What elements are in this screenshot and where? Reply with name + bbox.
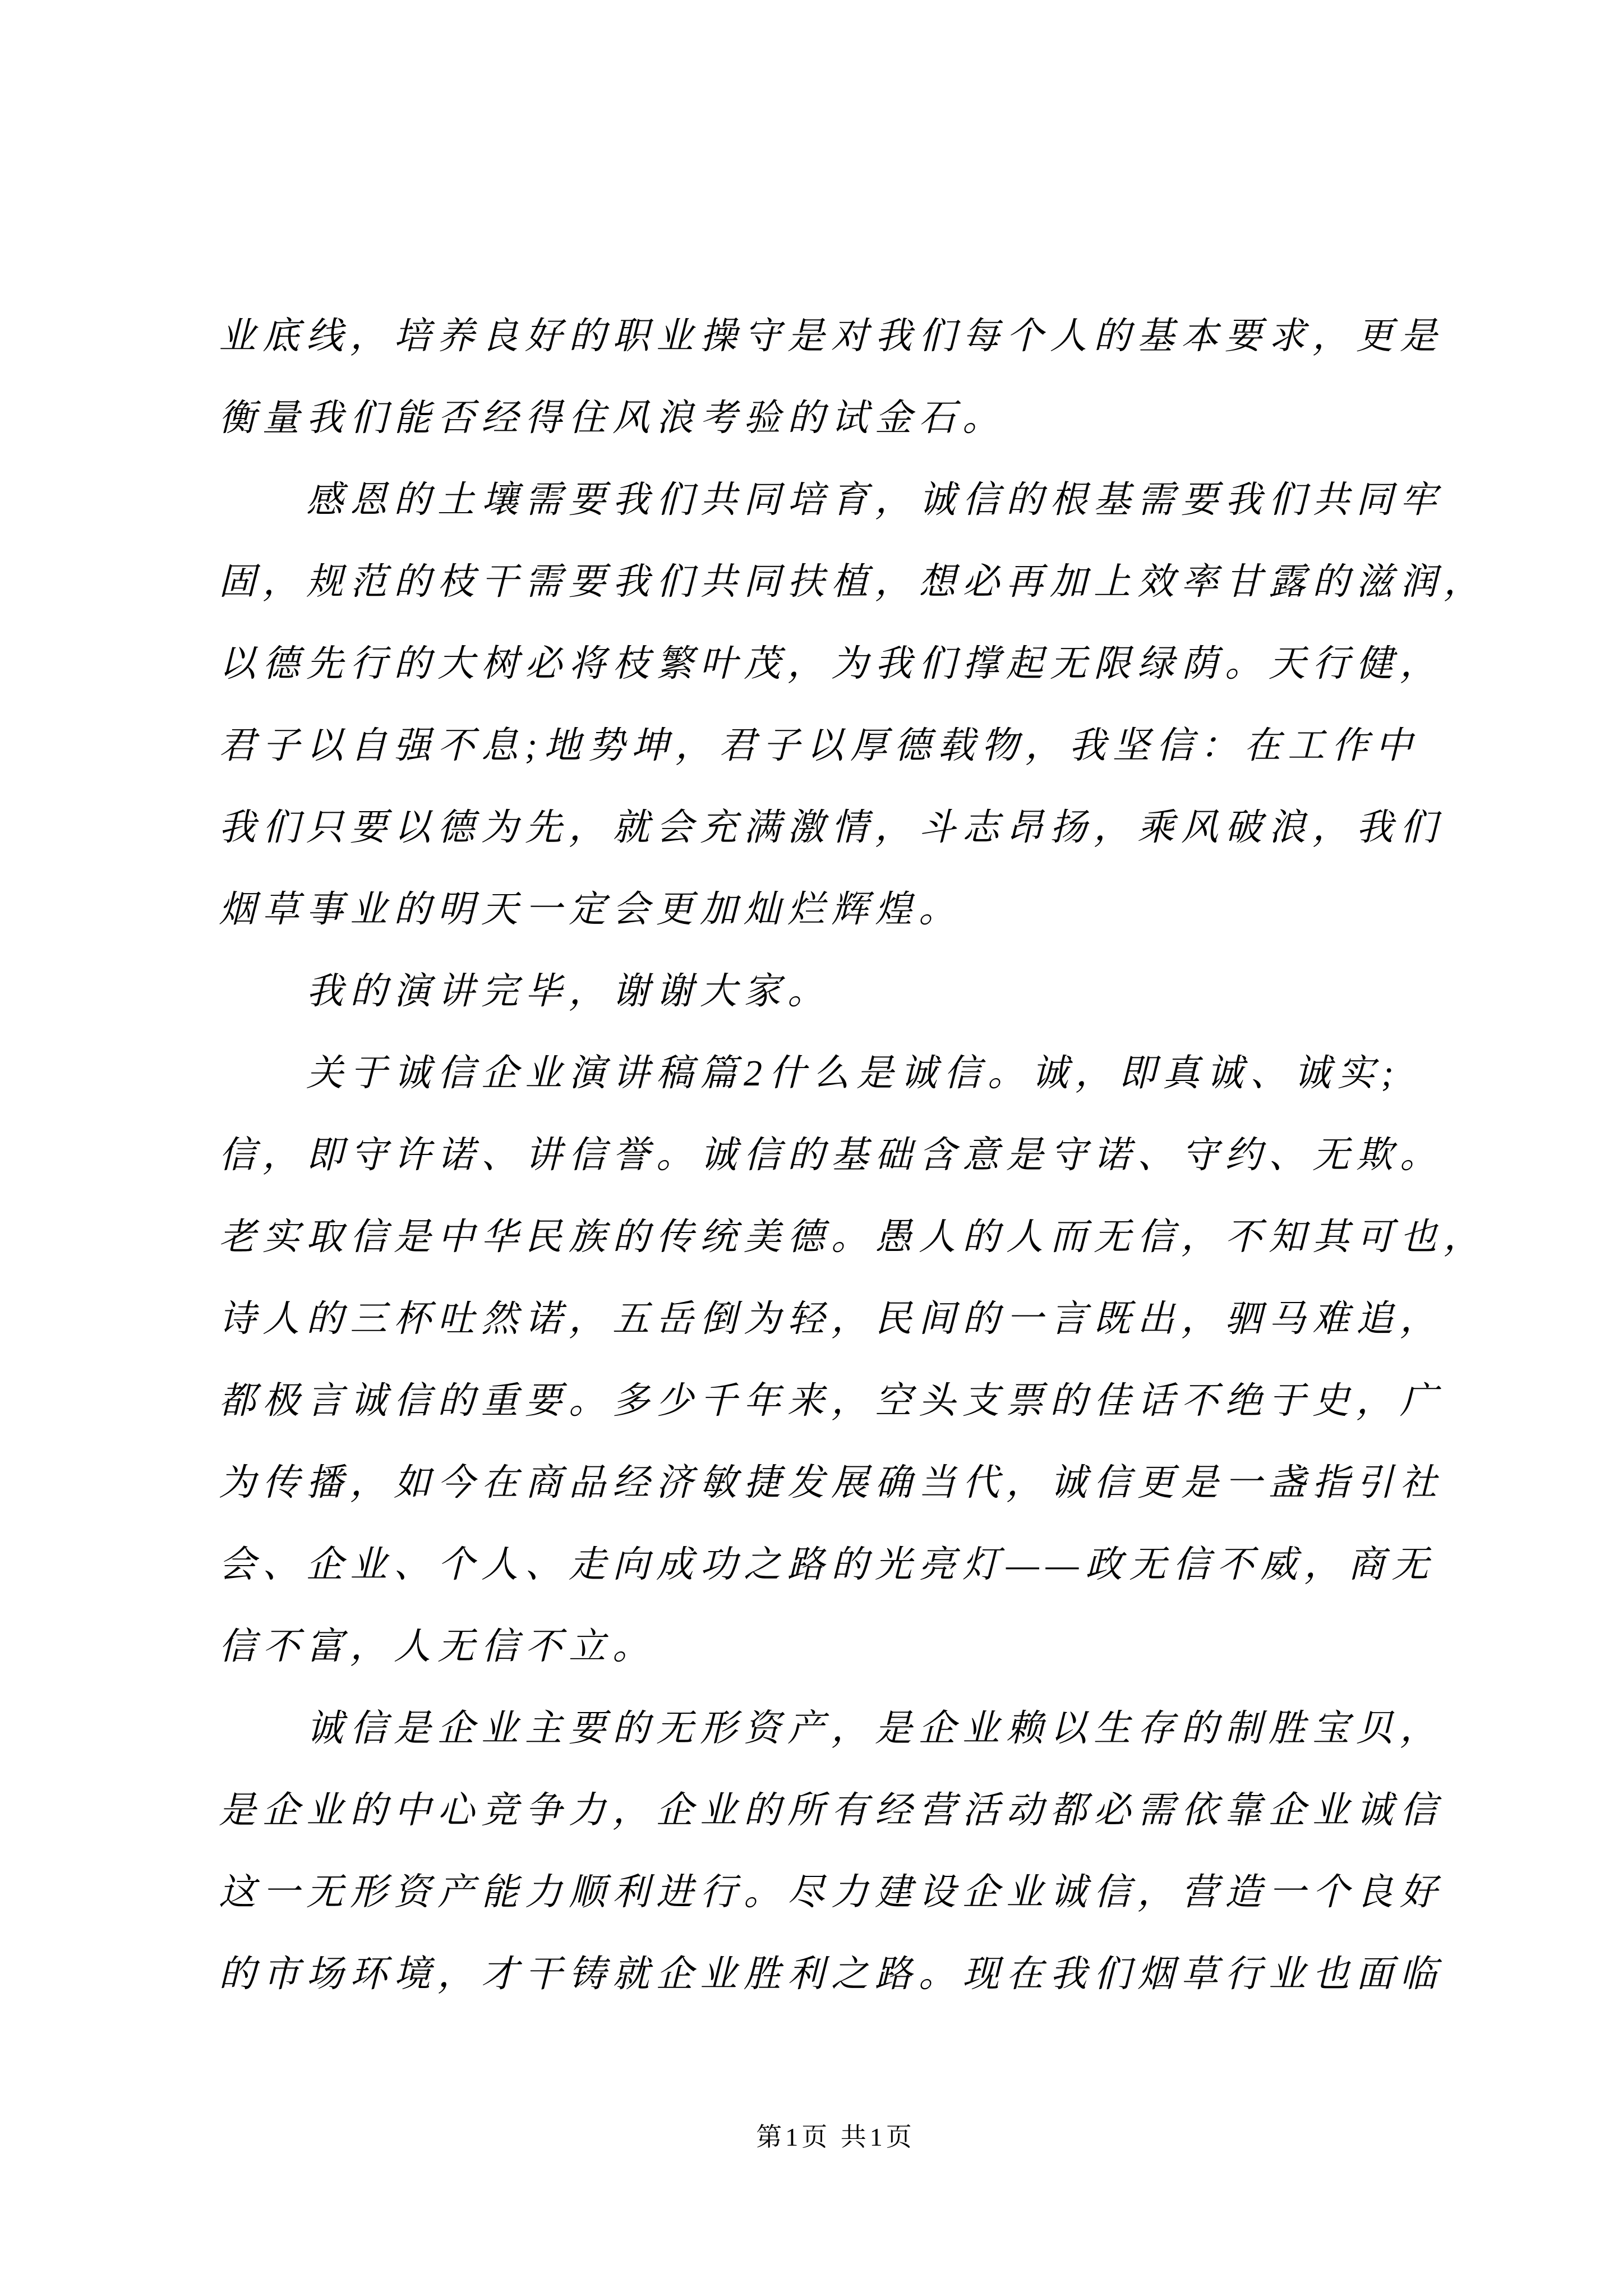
text-line: 以德先行的大树必将枝繁叶茂，为我们撑起无限绿荫。天行健，: [219, 643, 1444, 684]
text-line: 都极言诚信的重要。多少千年来，空头支票的佳话不绝于史，广: [219, 1381, 1444, 1421]
text-line: 感恩的土壤需要我们共同培育，诚信的根基需要我们共同牢: [306, 480, 1444, 521]
page-footer: [219, 2120, 1453, 2154]
text-line: 会、企业、个人、走向成功之路的光亮灯——政无信不威，商无: [219, 1544, 1436, 1585]
text-line: 固，规范的枝干需要我们共同扶植，想必再加上效率甘露的滋润，: [219, 562, 1487, 602]
page-number-label: 第1页 共1页: [756, 2123, 915, 2151]
text-line: 我们只要以德为先，就会充满激情，斗志昂扬，乘风破浪，我们: [219, 807, 1444, 848]
text-line: 君子以自强不息;地势坤，君子以厚德载物，我坚信：在工作中: [219, 725, 1419, 766]
text-line: 为传播，如今在商品经济敏捷发展确当代，诚信更是一盏指引社: [219, 1462, 1444, 1503]
text-line: 这一无形资产能力顺利进行。尽力建设企业诚信，营造一个良好: [219, 1872, 1444, 1913]
text-line: 信不富，人无信不立。: [219, 1626, 656, 1667]
text-line: 诗人的三杯吐然诺，五岳倒为轻，民间的一言既出，驷马难追，: [219, 1299, 1444, 1340]
text-line: 关于诚信企业演讲稿篇2什么是诚信。诚，即真诚、诚实;: [306, 1053, 1400, 1094]
text-line: 信，即守许诺、讲信誉。诚信的基础含意是守诺、守约、无欺。: [219, 1135, 1444, 1176]
document-body: [219, 296, 1487, 2016]
text-line: 烟草事业的明天一定会更加灿烂辉煌。: [219, 889, 962, 930]
text-line: 的市场环境，才干铸就企业胜利之路。现在我们烟草行业也面临: [219, 1954, 1444, 1995]
text-line: 是企业的中心竞争力，企业的所有经营活动都必需依靠企业诚信: [219, 1790, 1444, 1831]
text-line: 老实取信是中华民族的传统美德。愚人的人而无信，不知其可也，: [219, 1217, 1487, 1258]
text-line: 衡量我们能否经得住风浪考验的试金石。: [219, 398, 1006, 439]
text-line: 我的演讲完毕，谢谢大家。: [306, 971, 831, 1012]
text-line: 诚信是企业主要的无形资产，是企业赖以生存的制胜宝贝，: [306, 1708, 1444, 1749]
text-line: 业底线，培养良好的职业操守是对我们每个人的基本要求，更是: [219, 316, 1444, 357]
